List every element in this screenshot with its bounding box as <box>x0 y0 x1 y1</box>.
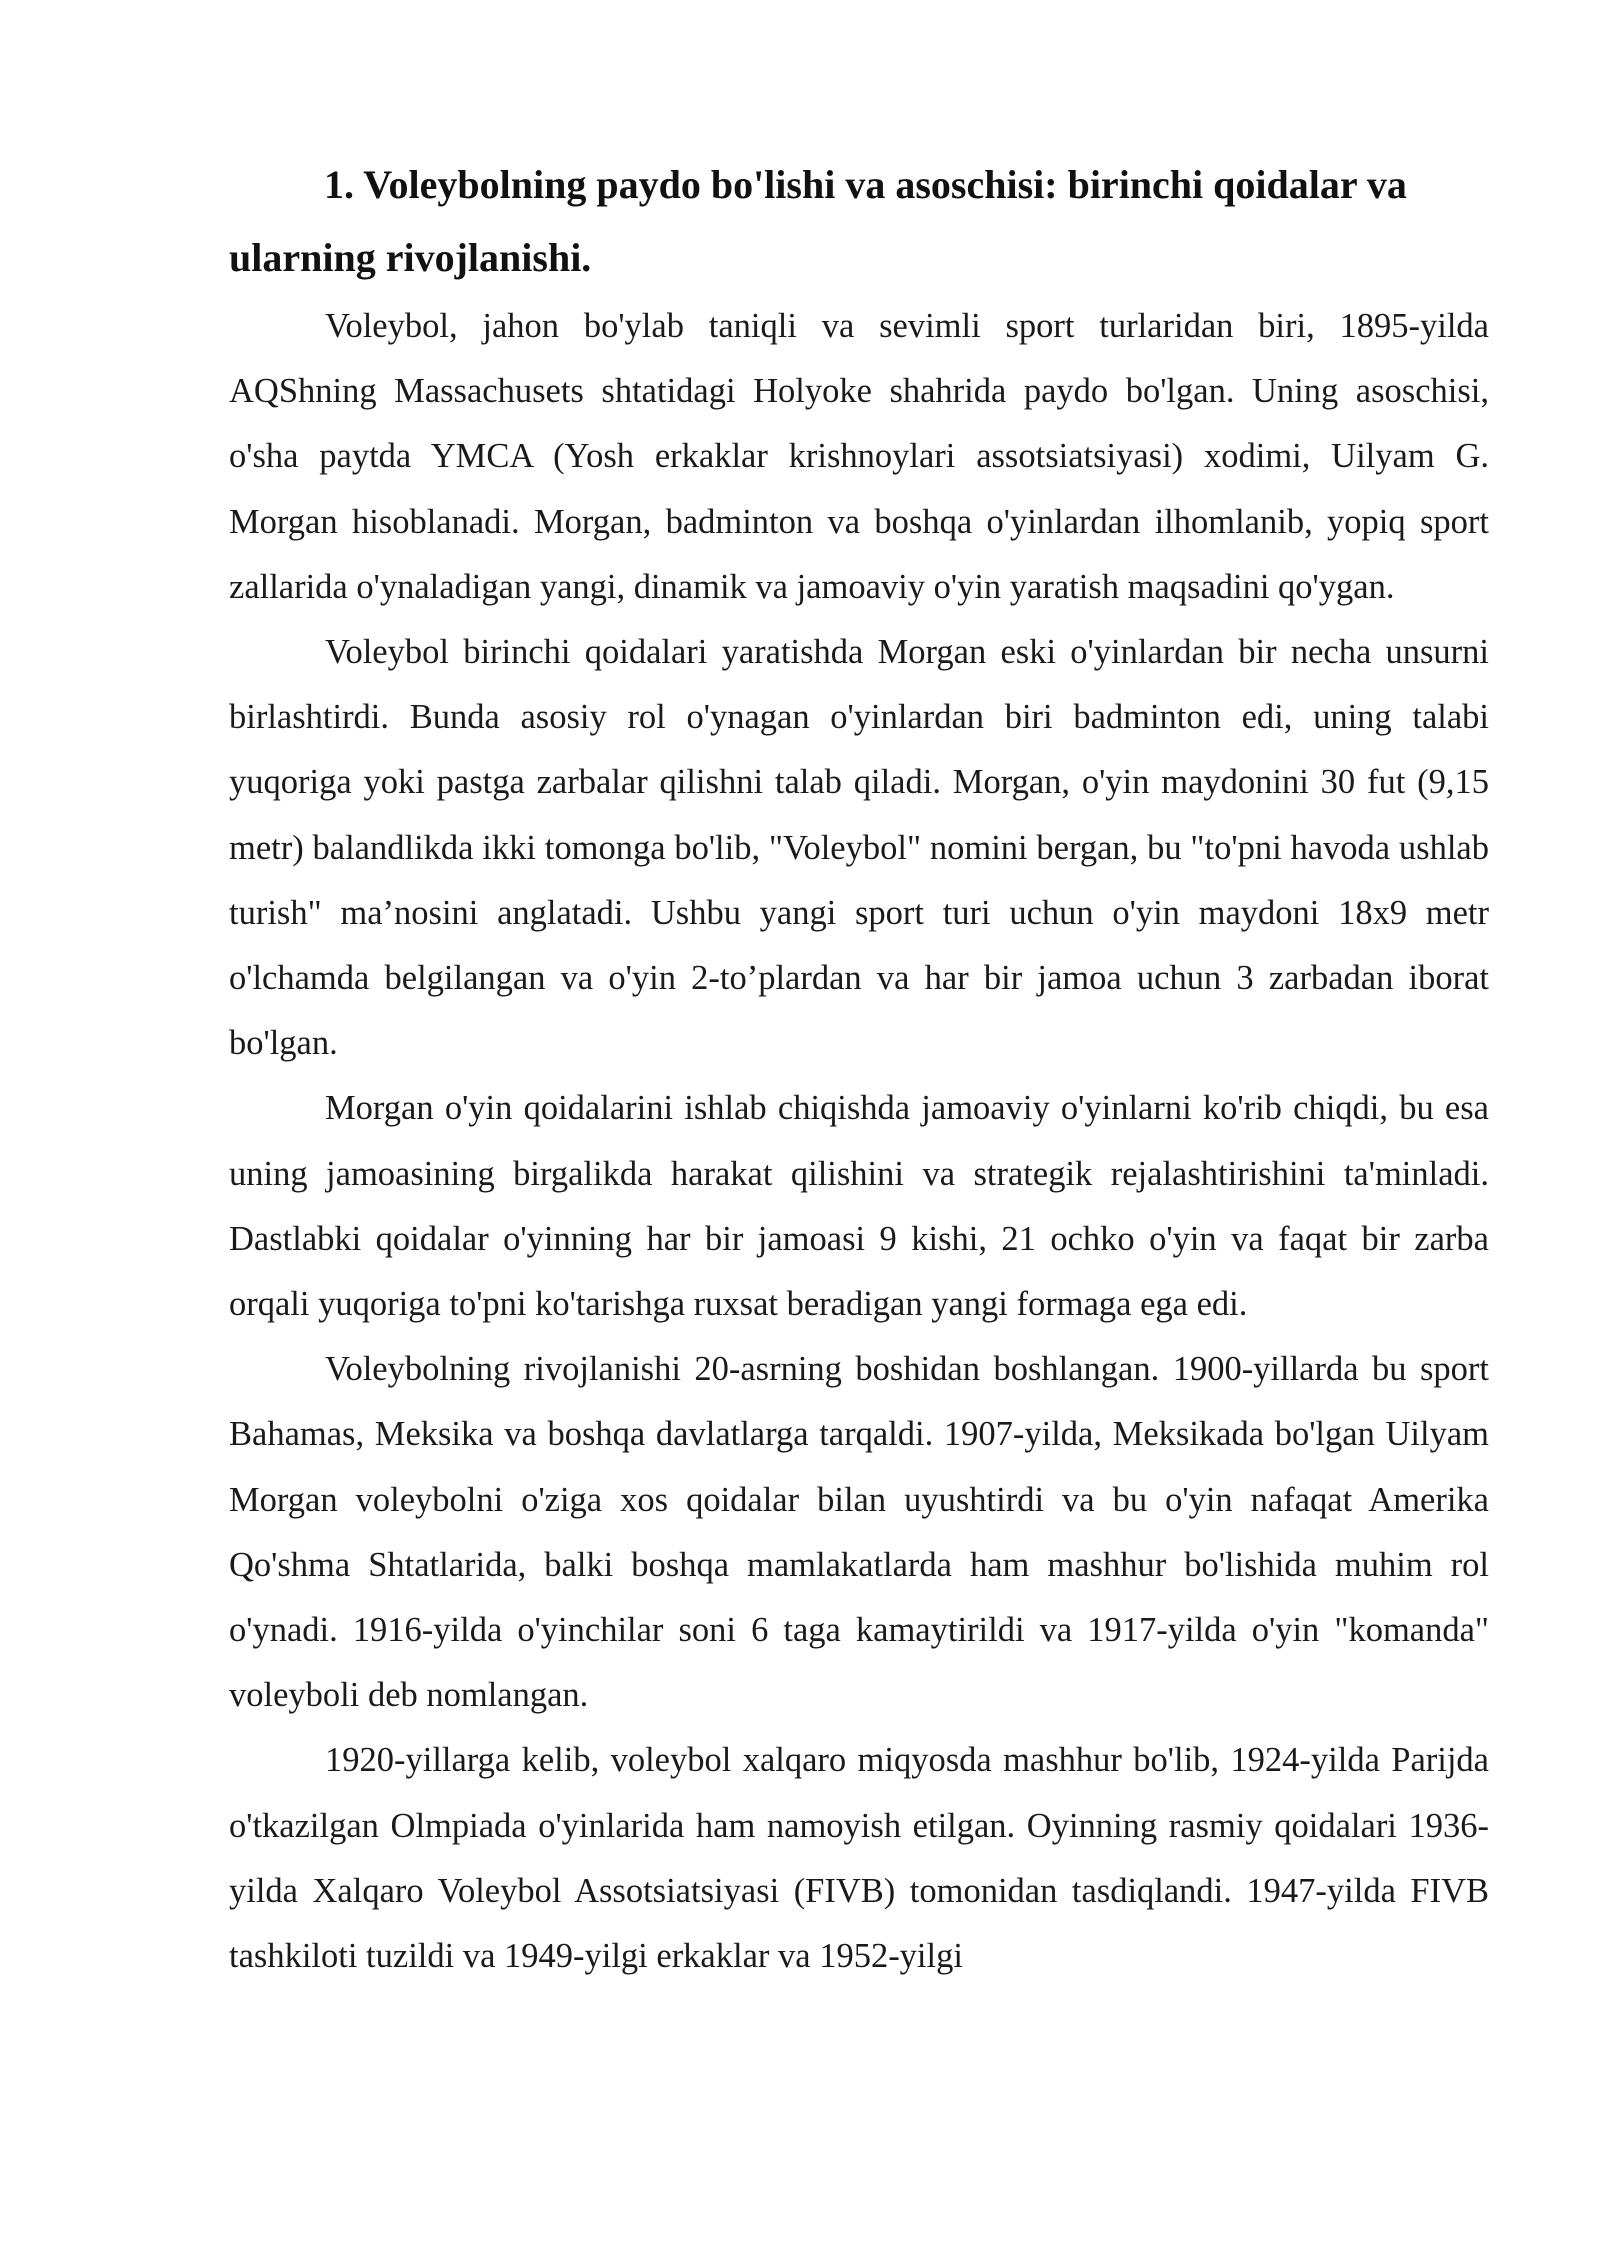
paragraph-origin: Voleybol, jahon bo'ylab taniqli va sevimli sport turlaridan biri, 1895-yilda AQShning Massachusets shtatidagi Holyoke shahrida paydo bo'lgan. Uning asoschisi, o'sha paytda YMCA (Yosh erkaklar krishnoylari assotsiatsiyasi) xodimi, Uilyam G. Morgan hisoblanadi. Morgan, badminton va boshqa o'yinlardan ilhomlanib, yopiq sport zallarida o'ynaladigan yangi, dinamik va jamoaviy o'yin yaratish maqsadini qo'ygan. <box>229 307 1489 606</box>
paragraph-first-rules: Voleybol birinchi qoidalari yaratishda Morgan eski o'yinlardan bir necha unsurni birlashtirdi. Bunda asosiy rol o'ynagan o'yinlardan biri badminton edi, uning talabi yuqoriga yoki pastga zarbalar qilishni talab qiladi. Morgan, o'yin maydonini 30 fut (9,15 metr) balandlikda ikki tomonga bo'lib, "Voleybol" nomini bergan, bu "to'pni havoda ushlab turish" ma’nosini anglatadi. Ushbu yangi sport turi uchun o'yin maydoni 18x9 metr o'lchamda belgilangan va o'yin 2-to’plardan va har bir jamoa uchun 3 zarbadan iborat bo'lgan. <box>229 633 1489 1063</box>
paragraph-international: 1920-yillarga kelib, voleybol xalqaro miqyosda mashhur bo'lib, 1924-yilda Parijda o'tkazilgan Olmpiada o'yinlarida ham namoyish etilgan. Oyinning rasmiy qoidalari 1936-yilda Xalqaro Voleybol Assotsiatsiyasi (FIVB) tomonidan tasdiqlandi. 1947-yilda FIVB tashkiloti tuzildi va 1949-yilgi erkaklar va 1952-yilgi <box>229 1741 1489 1976</box>
document-page <box>229 148 1489 1989</box>
paragraph-20th-century: Voleybolning rivojlanishi 20-asrning boshidan boshlangan. 1900-yillarda bu sport Bahamas, Meksika va boshqa davlatlarga tarqaldi. 1907-yilda, Meksikada bo'lgan Uilyam Morgan voleybolni o'ziga xos qoidalar bilan uyushtirdi va bu o'yin nafaqat Amerika Qo'shma Shtatlarida, balki boshqa mamlakatlarda ham mashhur bo'lishida muhim rol o'ynadi. 1916-yilda o'yinchilar soni 6 taga kamaytirildi va 1917-yilda o'yin "komanda" voleyboli deb nomlangan. <box>229 1350 1489 1715</box>
paragraph-rule-development: Morgan o'yin qoidalarini ishlab chiqishda jamoaviy o'yinlarni ko'rib chiqdi, bu esa uning jamoasining birgalikda harakat qilishini va strategik rejalashtirishini ta'minladi. Dastlabki qoidalar o'yinning har bir jamoasi 9 kishi, 21 ochko o'yin va faqat bir zarba orqali yuqoriga to'pni ko'tarishga ruxsat beradigan yangi formaga ega edi. <box>229 1089 1489 1324</box>
section-heading: 1. Voleybolning paydo bo'lishi va asoschisi: birinchi qoidalar va ularning rivojlanishi. <box>229 162 1407 280</box>
